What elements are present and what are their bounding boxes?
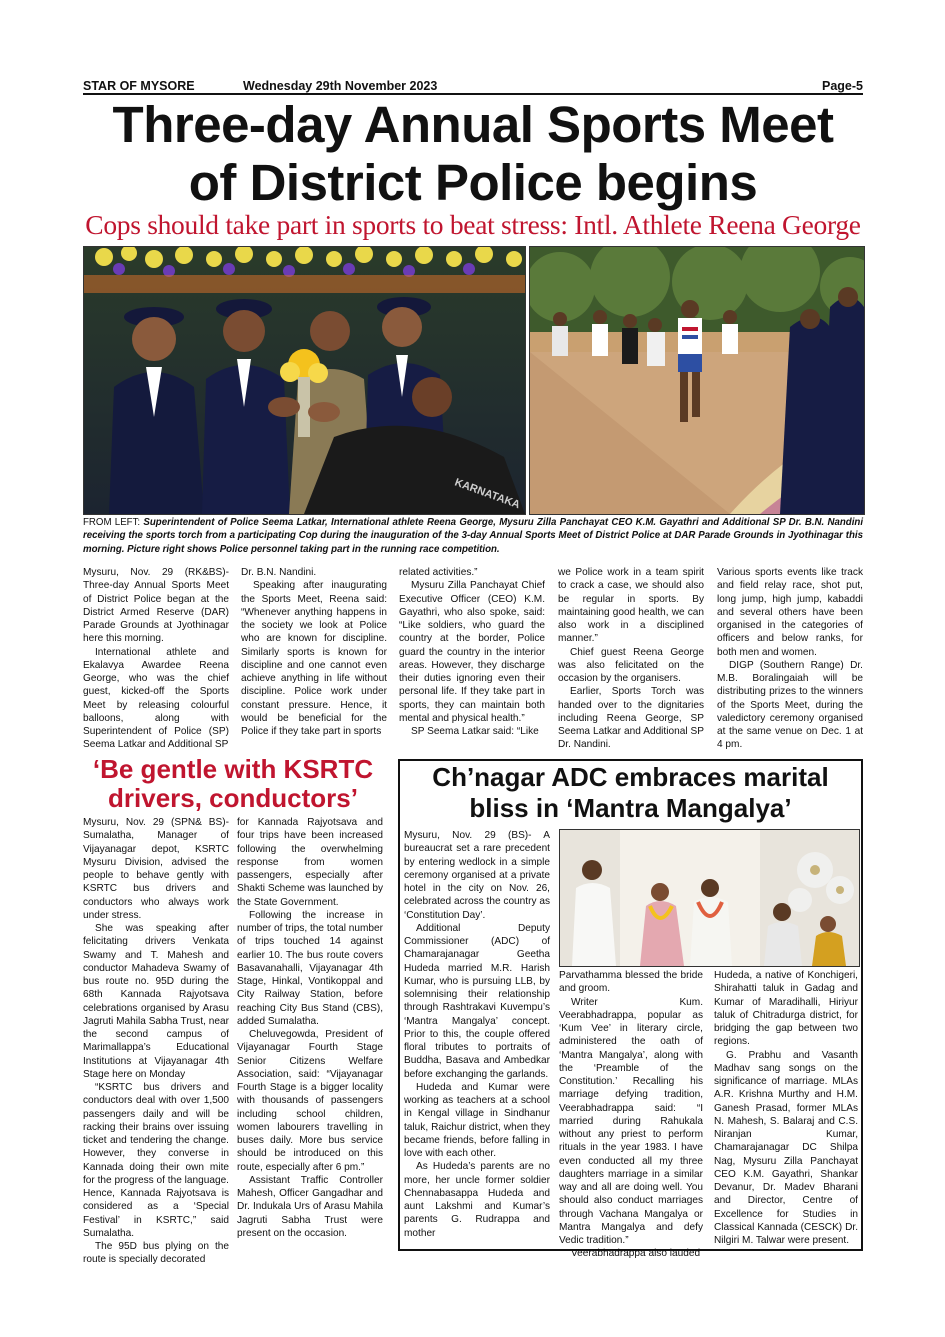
paragraph: G. Prabhu and Vasanth Madhav sang songs on the significance of marriage. MLAs A.R. Krishna Murthy and H.M. Ganesh Prasad, former MLAs N. Mahesh, S. Balaraj and C.S. Niranjan Kumar, Chamarajanagar DC Shilpa Nag, Mysuru Zilla Panchayat CEO K.M. Gayathri, Shankar Devanur, Dr. Madev Bharani and Director, Centre of Excellence for Studies in Classical Kannada (CESCK) Dr. Nilgiri M. Talwar were present. bbox=[714, 1049, 858, 1246]
masthead-rule bbox=[83, 93, 863, 95]
lead-subheadline: Cops should take part in sports to beat stress: Intl. Athlete Reena George bbox=[85, 209, 861, 240]
paragraph: Hudeda and Kumar were working as teachers at a school in Kengal village in Sindhanur taluk, Raichur district, when they became friends, before falling in love with each other. bbox=[404, 1081, 550, 1159]
paragraph: SP Seema Latkar said: “Like bbox=[411, 726, 539, 737]
ksrtc-column-1 bbox=[83, 816, 229, 1267]
lead-headline-line-2: of District Police begins bbox=[188, 154, 758, 211]
paragraph: As Hudeda’s parents are no more, her uncle former soldier Chennabasappa Hudeda and aunt Lakshmi and Kumar’s parents G. Rudrappa and mother bbox=[404, 1161, 550, 1239]
publication-name: STAR OF MYSORE bbox=[83, 79, 195, 93]
paragraph: for Kannada Rajyotsava and four trips have been increased following the overwhelming response from women passengers, especially after Shakti Scheme was launched by the State Government. bbox=[237, 817, 383, 908]
paragraph: Mysuru Zilla Panchayat Chief Executive Officer (CEO) K.M. Gayathri, who also spoke, said: “Like soldiers, who guard the country at the border, Police guard the country in the interior areas. However, they discharge their duties ignoring even their personal life. If they take part in sports, they can maintain both mental and physical health.” bbox=[399, 580, 545, 724]
adc-column-3 bbox=[714, 969, 858, 1247]
paragraph: related activities.” bbox=[399, 567, 478, 578]
adc-headline-line-2: bliss in ‘Mantra Mangalya’ bbox=[469, 793, 792, 823]
lead-column-3 bbox=[399, 566, 545, 738]
adc-column-1 bbox=[404, 829, 550, 1240]
photo-torch-handover bbox=[83, 246, 526, 515]
paragraph: Dr. B.N. Nandini. bbox=[241, 567, 317, 578]
issue-date: Wednesday 29th November 2023 bbox=[243, 79, 438, 93]
lead-story-body bbox=[83, 566, 863, 751]
lead-column-5 bbox=[717, 566, 863, 752]
lead-column-4 bbox=[558, 566, 704, 752]
paragraph: we Police work in a team spirit to crack a case, we should also be regular in sports. By maintaining good health, we can also work in a disciplined manner.” bbox=[558, 567, 704, 645]
lead-headline bbox=[70, 96, 876, 212]
paragraph: The 95D bus plying on the route is specially decorated bbox=[83, 1241, 229, 1266]
photo-running-race bbox=[529, 246, 865, 515]
paragraph: International athlete and Ekalavya Awardee Reena George, who was the chief guest, kicked-off the Sports Meet by releasing colourful balloons, along with Superintendent of Police (SP) Seema Latkar and Additional SP bbox=[83, 646, 229, 751]
paragraph: “KSRTC bus drivers and conductors deal with over 1,500 passengers daily and will be racking their brains over issuing ticket and tendering the change. However, they converse in Kannada doing their own mite for the progress of the language. Hence, Kannada Rajyotsava is considered as a ‘Special Festival’ in KSRTC,” said Sumalatha. bbox=[83, 1082, 229, 1239]
paragraph: Assistant Traffic Controller Mahesh, Officer Gangadhar and Dr. Indukala Urs of Arasu Mahila Jagruti Sabha Trust were present on the occasion. bbox=[237, 1174, 383, 1239]
paragraph: Mysuru, Nov. 29 (RK&BS)- Three-day Annual Sports Meet of District Police began at the District Armed Reserve (DAR) Parade Grounds at Jyothinagar here this morning. bbox=[83, 567, 229, 645]
ksrtc-headline-line-2: drivers, conductors’ bbox=[108, 783, 358, 813]
lead-column-1 bbox=[83, 566, 229, 752]
ksrtc-headline-line-1: ‘Be gentle with KSRTC bbox=[92, 754, 374, 784]
lead-column-2 bbox=[241, 566, 387, 738]
paragraph: Hudeda, a native of Konchigeri, Shirahatti taluk in Gadag and Kumar of Maradihalli, Hiriyur taluk of Chitradurga district, for bridging the gap between two regions. bbox=[714, 970, 858, 1048]
paragraph: Following the increase in number of trips, the total number of trips touched 14 against earlier 10. The bus route covers Basavanahalli, Vijayanagar 4th Stage, Hinkal, Vontikoppal and City Railway Station, before reaching City Bus Stand (CBS), added Sumalatha. bbox=[237, 909, 383, 1027]
paragraph: Mysuru, Nov. 29 (BS)- A bureaucrat set a rare precedent by entering wedlock in a simple ceremony organised at a private hotel in the city on Nov. 26, celebrated across the country as ‘Constitution Day’. bbox=[404, 830, 550, 921]
paragraph: Additional Deputy Commissioner (ADC) of Chamarajanagar Geetha Hudeda married M.R. Harish Kumar, who is pursuing LLB, by solemnising their relationship through Rashtrakavi Kuvempu’s ‘Mantra Mangalya’ concept. Prior to this, the couple offered floral tributes to portraits of Buddha, Basava and Ambedkar before exchanging the garlands. bbox=[404, 922, 550, 1080]
lead-headline-line-1: Three-day Annual Sports Meet bbox=[112, 96, 834, 153]
photo-wedding-ceremony bbox=[559, 829, 860, 967]
adc-headline-line-1: Ch’nagar ADC embraces marital bbox=[432, 762, 829, 792]
paragraph: DIGP (Southern Range) Dr. M.B. Boralingaiah will be distributing prizes to the winners of the Sports Meet, during the valedictory ceremony organised at the same venue on Dec. 1 at 4 pm. bbox=[717, 659, 863, 751]
paragraph: Various sports events like track and field relay race, shot put, long jump, high jump, kabaddi and several others have been organised in the categories of officers and below ranks, for both men and women. bbox=[717, 567, 863, 658]
ksrtc-headline bbox=[83, 755, 383, 813]
paragraph: Speaking after inaugurating the Sports Meet, Reena said: “Whenever anything happens in the society we look at Police who are known for discipline. Similarly sports is known for discipline and one cannot even achieve anything in life without discipline. Police work under constant pressure. Hence, it would be beneficial for the Police if they take part in sports bbox=[241, 580, 387, 737]
adc-headline bbox=[398, 762, 863, 824]
caption-lead: FROM LEFT: bbox=[83, 517, 144, 528]
caption-body: Superintendent of Police Seema Latkar, International athlete Reena George, Mysuru Zilla Panchayat CEO K.M. Gayathri and Additional SP Dr. B.N. Nandini receiving the sports torch from a participating Cop during the inauguration of the 3-day Annual Sports Meet of District Police at DAR Parade Grounds in Jyothinagar this morning. Picture right shows Police personnel taking part in the running race competition. bbox=[83, 517, 864, 555]
ksrtc-column-2 bbox=[237, 816, 383, 1240]
adc-column-2 bbox=[559, 969, 703, 1261]
paragraph: She was speaking after felicitating drivers Venkata Swamy and T. Mahesh and conductor Mahadeva Swamy of bus route no. 95D during the 68th Kannada Rajyotsava celebrations organised by Arasu Jagruti Mahila Sabha Trust, near the second campus of Marimallappa’s Educational Institutions at Vijayanagar 4th Stage here on Monday bbox=[83, 923, 229, 1080]
paragraph: Cheluvegowda, President of Vijayanagar Fourth Stage Senior Citizens Welfare Association, said: “Vijayanagar Fourth Stage is a bigger locality with thousands of passengers including school children, women labourers travelling in buses daily. More bus service should be introduced on this route, especially after 6 pm.” bbox=[237, 1029, 383, 1173]
paragraph: Parvathamma blessed the bride and groom. bbox=[559, 970, 703, 995]
photo-caption bbox=[83, 516, 863, 556]
paragraph: Writer Kum. Veerabhadrappa, popular as ‘Kum Vee’ in literary circle, administered the oath of ‘Mantra Mangalya’, along with the ‘Preamble of the Constitution.’ Recalling his marriage defying tradition, Veerabhadrappa said: “I married during Rahukala without any priest to perform rituals in the year 1983. I have even conducted all my three daughters marriage in a similar way and all are doing well. You should also conduct marriages through Vachana Mangalya or Mantra Mangalya and defy Vedic tradition.” bbox=[559, 996, 703, 1246]
jersey-text: KARNATAKA bbox=[452, 476, 522, 512]
paragraph: Chief guest Reena George was also felicitated on the occasion by the organisers. bbox=[558, 646, 704, 684]
paragraph: Earlier, Sports Torch was handed over to the dignitaries including Reena George, SP Seema Latkar and Additional SP Dr. Nandini. bbox=[558, 686, 704, 751]
paragraph: Veerabhadrappa also lauded bbox=[571, 1248, 701, 1260]
paragraph: Mysuru, Nov. 29 (SPN& BS)- Sumalatha, Manager of Vijayanagar depot, KSRTC Mysuru Division, advised the people to behave gently with KSRTC bus drivers and conductors who always work under stress. bbox=[83, 817, 229, 921]
page-number: Page-5 bbox=[822, 79, 863, 93]
